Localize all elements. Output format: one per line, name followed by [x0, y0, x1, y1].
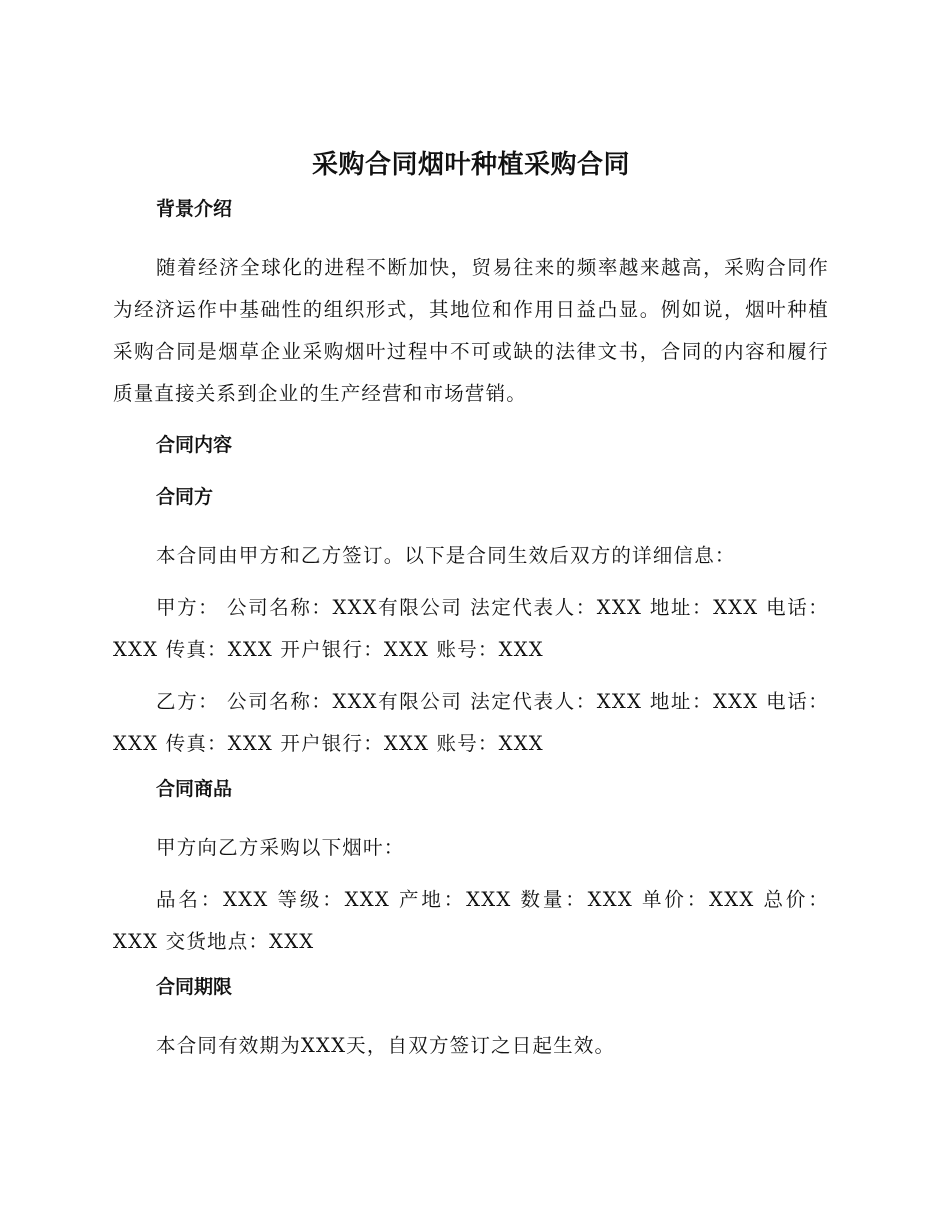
section-heading-goods: 合同商品	[156, 778, 233, 800]
background-paragraph: 随着经济全球化的进程不断加快，贸易往来的频率越来越高，采购合同作为经济运作中基础性的组织形式，其地位和作用日益凸显。例如说，烟叶种植采购合同是烟草企业采购烟叶过程中不可或缺的法律文书，合同的内容和履行质量直接关系到企业的生产经营和市场营销。	[113, 256, 829, 405]
section-heading-parties: 合同方	[156, 486, 214, 508]
section-heading-content: 合同内容	[156, 434, 233, 456]
parties-intro-paragraph: 本合同由甲方和乙方签订。以下是合同生效后双方的详细信息：	[156, 544, 736, 567]
goods-intro-paragraph: 甲方向乙方采购以下烟叶：	[156, 836, 405, 859]
term-paragraph: 本合同有效期为XXX天，自双方签订之日起生效。	[156, 1034, 616, 1057]
party-a-paragraph: 甲方： 公司名称：XXX有限公司 法定代表人：XXX 地址：XXX 电话：XXX 传真：XXX 开户银行：XXX 账号：XXX	[113, 596, 829, 661]
party-b-paragraph: 乙方： 公司名称：XXX有限公司 法定代表人：XXX 地址：XXX 电话：XXX 传真：XXX 开户银行：XXX 账号：XXX	[113, 690, 829, 755]
document-page	[113, 145, 829, 1077]
goods-details-paragraph: 品名：XXX 等级：XXX 产地：XXX 数量：XXX 单价：XXX 总价：XXX 交货地点：XXX	[113, 888, 829, 953]
document-title: 采购合同烟叶种植采购合同	[311, 150, 630, 180]
section-heading-background: 背景介绍	[156, 198, 233, 220]
section-heading-term: 合同期限	[156, 976, 233, 998]
